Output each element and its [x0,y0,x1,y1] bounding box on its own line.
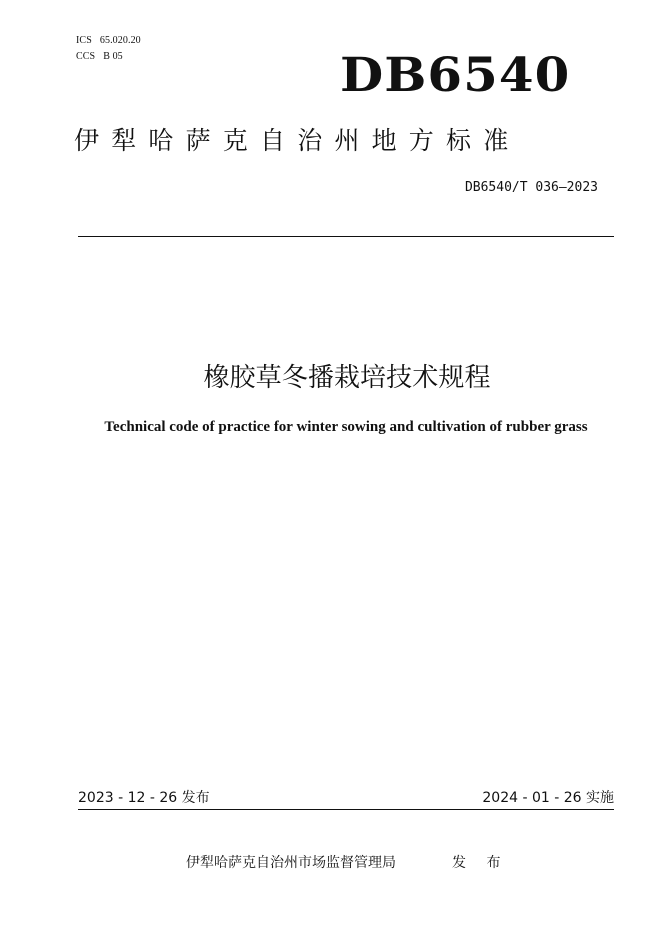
issuing-authority: 伊犁哈萨克自治州市场监督管理局 [186,855,396,871]
ics-row [76,33,216,49]
ccs-label: CCS [76,51,96,62]
bottom-divider [78,809,614,810]
document-number: DB6540/T 036—2023 [464,180,598,195]
release-date: 2023 - 12 - 26 发布 [78,790,210,806]
ccs-row [76,49,216,65]
ics-label: ICS [76,35,92,46]
top-divider [78,236,614,237]
ics-code: 65.020.20 [99,35,141,46]
classification-codes [76,33,216,65]
implementation-date: 2024 - 01 - 26 实施 [482,790,614,806]
ccs-code: B 05 [103,51,123,62]
issue-label: 发 布 [452,855,509,871]
local-standard-title: 伊犁哈萨克自治州地方标准 [74,126,521,155]
chinese-title: 橡胶草冬播栽培技术规程 [203,363,491,393]
standard-prefix-logo: DB6540 [339,48,570,103]
english-title: Technical code of practice for winter sowing and cultivation of rubber grass [104,419,588,435]
